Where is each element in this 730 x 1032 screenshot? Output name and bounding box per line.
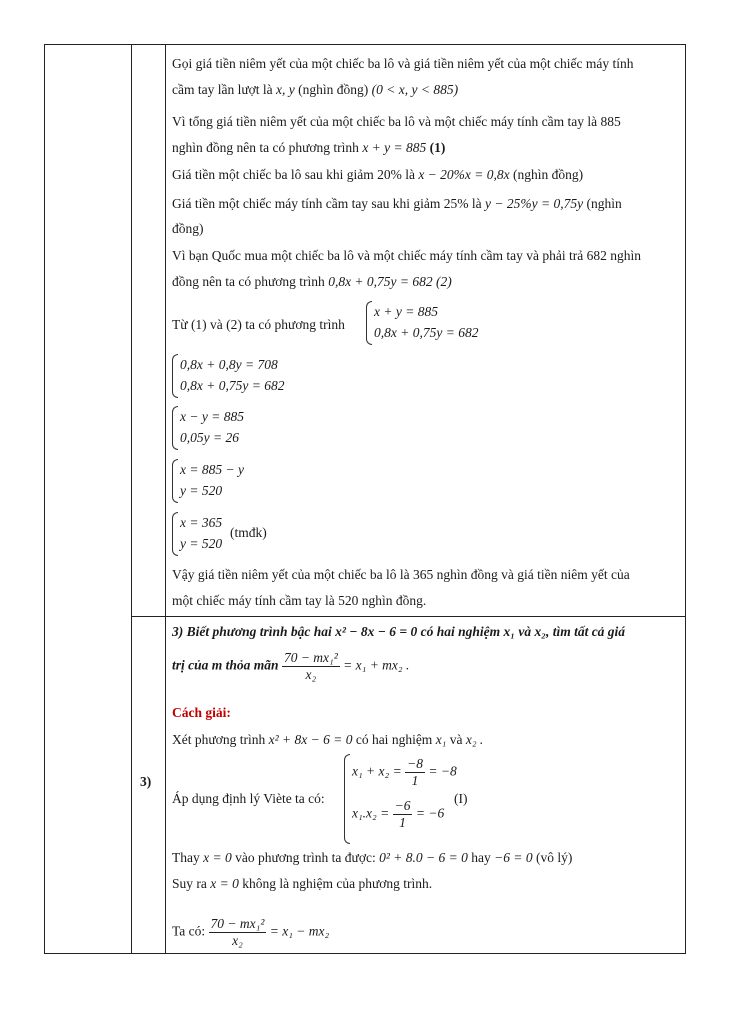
conclusion-line: một chiếc máy tính cầm tay là 520 nghìn đồng. xyxy=(172,593,427,608)
system-brace xyxy=(344,754,350,844)
text-line: Suy ra x = 0 không là nghiệm của phương trình. xyxy=(172,876,433,891)
equation-system-4: x = 885 − y y = 520 xyxy=(180,462,244,498)
equation-system-1: x + y = 885 0,8x + 0,75y = 682 xyxy=(374,304,479,340)
vieta-label: Áp dụng định lý Viète ta có: xyxy=(172,791,325,806)
system-brace xyxy=(172,459,178,503)
system-brace xyxy=(172,354,178,398)
text-line: đồng nên ta có phương trình 0,8x + 0,75y = 682 (2) xyxy=(172,274,452,289)
table-border-bottom xyxy=(44,953,686,954)
text-line: Giá tiền một chiếc máy tính cầm tay sau khi giảm 25% là y − 25%y = 0,75y (nghìn xyxy=(172,196,622,211)
equation-system-5: x = 365 y = 520 xyxy=(180,515,223,551)
system-brace xyxy=(172,512,178,556)
problem-statement: 3) Biết phương trình bậc hai x² − 8x − 6 = 0 có hai nghiệm x₁ và x₂, tìm tất cả giá xyxy=(172,624,626,639)
text-line: Từ (1) và (2) ta có phương trình xyxy=(172,317,345,332)
text-line: cầm tay lần lượt là x, y (nghìn đồng) (0 < x, y < 885) xyxy=(172,82,459,97)
system-brace xyxy=(172,406,178,450)
part-number: 3) xyxy=(140,774,152,789)
text-line: nghìn đồng nên ta có phương trình x + y = 885 (1) xyxy=(172,140,446,155)
vieta-system: x₁ + x₂ = $\frac{-8}{1}$ = −8 x₁.x₂ = $\frac{-6}{1}$ = −6 xyxy=(352,756,457,830)
condition-note: (tmđk) xyxy=(230,525,267,540)
text-line: Thay x = 0 vào phương trình ta được: 0² + 8.0 − 6 = 0 hay −6 = 0 (vô lý) xyxy=(172,850,573,865)
solution-table xyxy=(44,44,686,954)
equation-system-2: 0,8x + 0,8y = 708 0,8x + 0,75y = 682 xyxy=(180,357,285,393)
text-line: Vì tổng giá tiền niêm yết của một chiếc ba lô và một chiếc máy tính cầm tay là 885 xyxy=(172,114,621,129)
conclusion-line: Vậy giá tiền niêm yết của một chiếc ba lô là 365 nghìn đồng và giá tiền niêm yết của xyxy=(172,567,630,582)
text-line: Giá tiền một chiếc ba lô sau khi giảm 20% là x − 20%x = 0,8x (nghìn đồng) xyxy=(172,167,584,182)
text-line: Xét phương trình x² + 8x − 6 = 0 có hai nghiệm x₁ và x₂ . xyxy=(172,732,484,747)
table-border-right xyxy=(685,44,686,954)
column-divider-2 xyxy=(165,44,166,954)
system-brace xyxy=(366,301,372,345)
text-line: Gọi giá tiền niêm yết của một chiếc ba lô và giá tiền niêm yết của một chiếc máy tính xyxy=(172,56,634,71)
table-border-top xyxy=(44,44,686,45)
column-divider-1 xyxy=(131,44,132,954)
table-border-left xyxy=(44,44,45,954)
row-divider xyxy=(131,616,686,617)
problem-statement: trị của m thỏa mãn $\frac{\text{70 − mx₁²}}{\text{x₂}}$ = x₁ + mx₂ . xyxy=(172,650,410,682)
text-line: Ta có: $\frac{\text{70 − mx₁²}}{\text{x₂}}$ = x₁ − mx₂ xyxy=(172,916,330,948)
equation-system-3: x − y = 885 0,05y = 26 xyxy=(180,409,244,445)
text-line: đồng) xyxy=(172,221,204,236)
text-line: Vì bạn Quốc mua một chiếc ba lô và một chiếc máy tính cầm tay và phải trả 682 nghìn xyxy=(172,248,641,263)
vieta-tag: (I) xyxy=(454,791,468,806)
method-label: Cách giải: xyxy=(172,705,231,720)
